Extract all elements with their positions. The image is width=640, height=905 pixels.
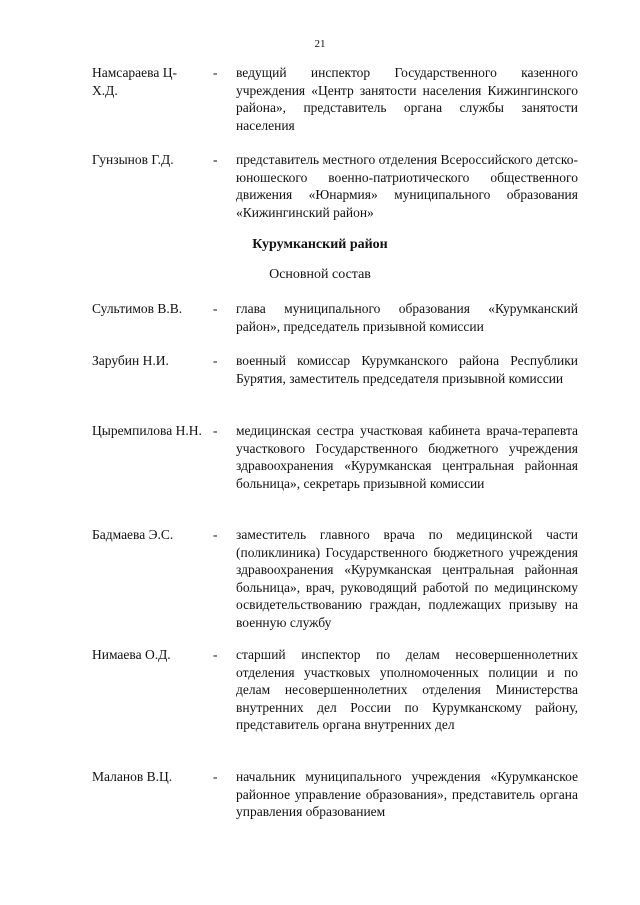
subsection-title: Основной состав [269, 267, 371, 282]
member-name: Нимаева О.Д. [92, 647, 171, 662]
member-name: Намсараева Ц-Х.Д. [92, 65, 177, 98]
member-name: Зарубин Н.И. [92, 353, 169, 368]
member-role: старший инспектор по делам несовершеннолетних отделения участковых уполномоченных полиции и по делам несовершеннолетних отделения Министерства внутренних дел России по Курумканскому району, представитель органа внутренних дел [236, 647, 578, 732]
separator-dash: - [213, 647, 218, 662]
separator-dash: - [213, 152, 218, 167]
member-role: ведущий инспектор Государственного казенного учреждения «Центр занятости населения Кижингинского района», представитель органа службы занятости населения [236, 65, 578, 133]
member-name: Сультимов В.В. [92, 301, 183, 316]
member-role: военный комиссар Курумканского района Республики Бурятия, заместитель председателя призывной комиссии [236, 353, 578, 386]
member-name: Бадмаева Э.С. [92, 527, 174, 542]
member-role: медицинская сестра участковая кабинета врача-терапевта участкового Государственного бюджетного учреждения здравоохранения «Курумканская центральная районная больница», секретарь призывной комиссии [236, 423, 578, 491]
separator-dash: - [213, 65, 218, 80]
member-role: представитель местного отделения Всероссийского детско-юношеского военно-патриотического общественного движения «Юнармия» муниципального образования «Кижингинский район» [236, 152, 578, 220]
member-name: Цыремпилова Н.Н. [92, 423, 202, 438]
separator-dash: - [213, 353, 218, 368]
member-name: Маланов В.Ц. [92, 769, 173, 784]
separator-dash: - [213, 527, 218, 542]
member-name: Гунзынов Г.Д. [92, 152, 174, 167]
member-role: глава муниципального образования «Курумканский район», председатель призывной комиссии [236, 301, 578, 334]
page-number: 21 [314, 38, 326, 50]
separator-dash: - [213, 423, 218, 438]
member-role: заместитель главного врача по медицинской части (поликлиника) Государственного бюджетного учреждения здравоохранения «Курумканская центральная районная больница», врач, руководящий работой по медицинскому освидетельствованию граждан, подлежащих призыву на военную службу [236, 527, 578, 630]
section-title: Курумканский район [252, 237, 388, 252]
member-role: начальник муниципального учреждения «Курумканское районное управление образования», представитель органа управления образованием [236, 769, 578, 819]
separator-dash: - [213, 769, 218, 784]
separator-dash: - [213, 301, 218, 316]
